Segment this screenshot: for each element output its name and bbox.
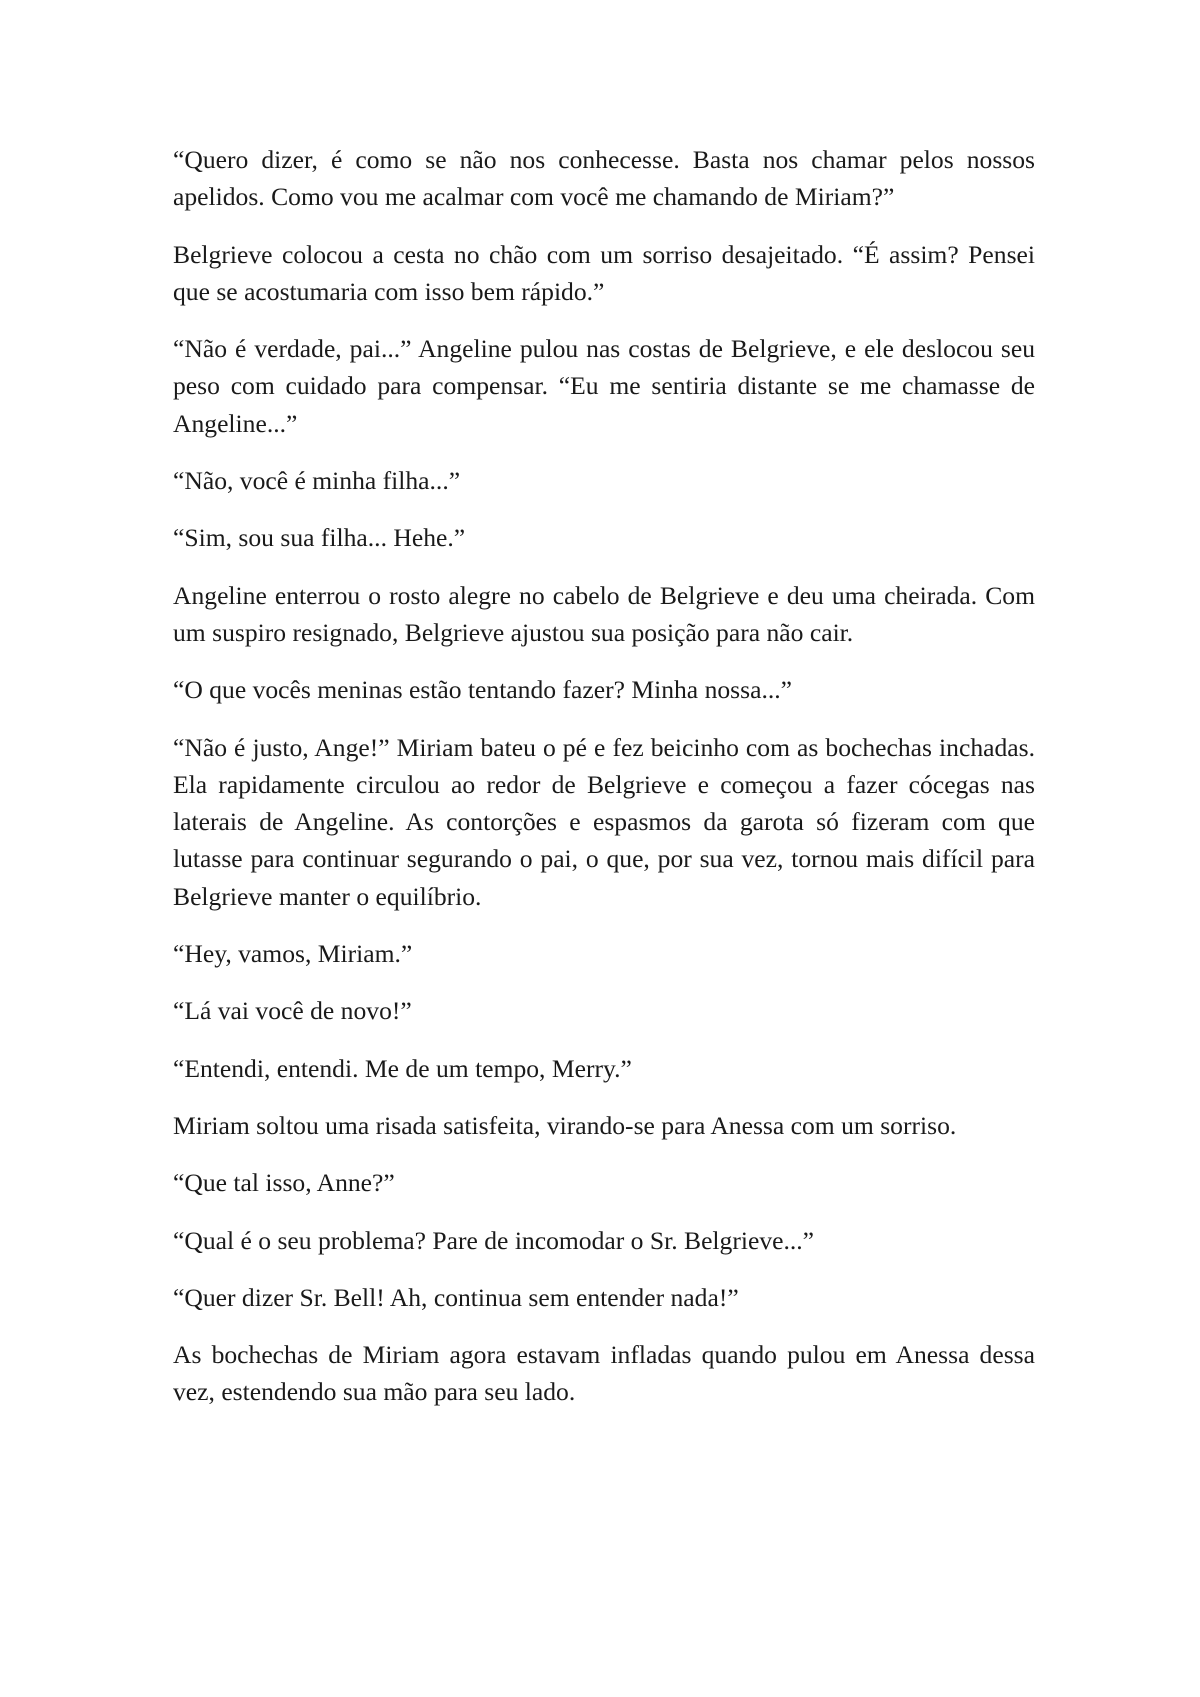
paragraph: “Não é verdade, pai...” Angeline pulou nas costas de Belgrieve, e ele deslocou seu peso com cuidado para compensar. “Eu me sentiria distante se me chamasse de Angeline...” (173, 334, 1035, 438)
paragraph: “Quero dizer, é como se não nos conhecesse. Basta nos chamar pelos nossos apelidos. Como vou me acalmar com você me chamando de Miriam?” (173, 145, 1035, 212)
paragraph: “Não, você é minha filha...” (173, 466, 461, 496)
paragraph: “Sim, sou sua filha... Hehe.” (173, 523, 466, 553)
paragraph: “Que tal isso, Anne?” (173, 1168, 395, 1198)
paragraph: “Entendi, entendi. Me de um tempo, Merry.” (173, 1053, 632, 1083)
paragraph: “Qual é o seu problema? Pare de incomodar o Sr. Belgrieve...” (173, 1225, 815, 1255)
paragraph: “Não é justo, Ange!” Miriam bateu o pé e fez beicinho com as bochechas inchadas. Ela rapidamente circulou ao redor de Belgrieve e começou a fazer cócegas nas laterais de Angeline. As contorções e espasmos da garota só fizeram com que lutasse para continuar segurando o pai, o que, por sua vez, tornou mais difícil para Belgrieve manter o equilíbrio. (173, 732, 1035, 911)
paragraph: “Hey, vamos, Miriam.” (173, 939, 413, 969)
document-page (173, 141, 1035, 1431)
paragraph: Miriam soltou uma risada satisfeita, virando-se para Anessa com um sorriso. (173, 1110, 957, 1140)
paragraph: “Lá vai você de novo!” (173, 996, 412, 1026)
paragraph: “O que vocês meninas estão tentando fazer? Minha nossa...” (173, 675, 792, 705)
paragraph: Belgrieve colocou a cesta no chão com um sorriso desajeitado. “É assim? Pensei que se acostumaria com isso bem rápido.” (173, 239, 1035, 306)
paragraph: As bochechas de Miriam agora estavam infladas quando pulou em Anessa dessa vez, estendendo sua mão para seu lado. (173, 1340, 1035, 1407)
paragraph: Angeline enterrou o rosto alegre no cabelo de Belgrieve e deu uma cheirada. Com um suspiro resignado, Belgrieve ajustou sua posição para não cair. (173, 580, 1035, 647)
paragraph: “Quer dizer Sr. Bell! Ah, continua sem entender nada!” (173, 1282, 739, 1312)
